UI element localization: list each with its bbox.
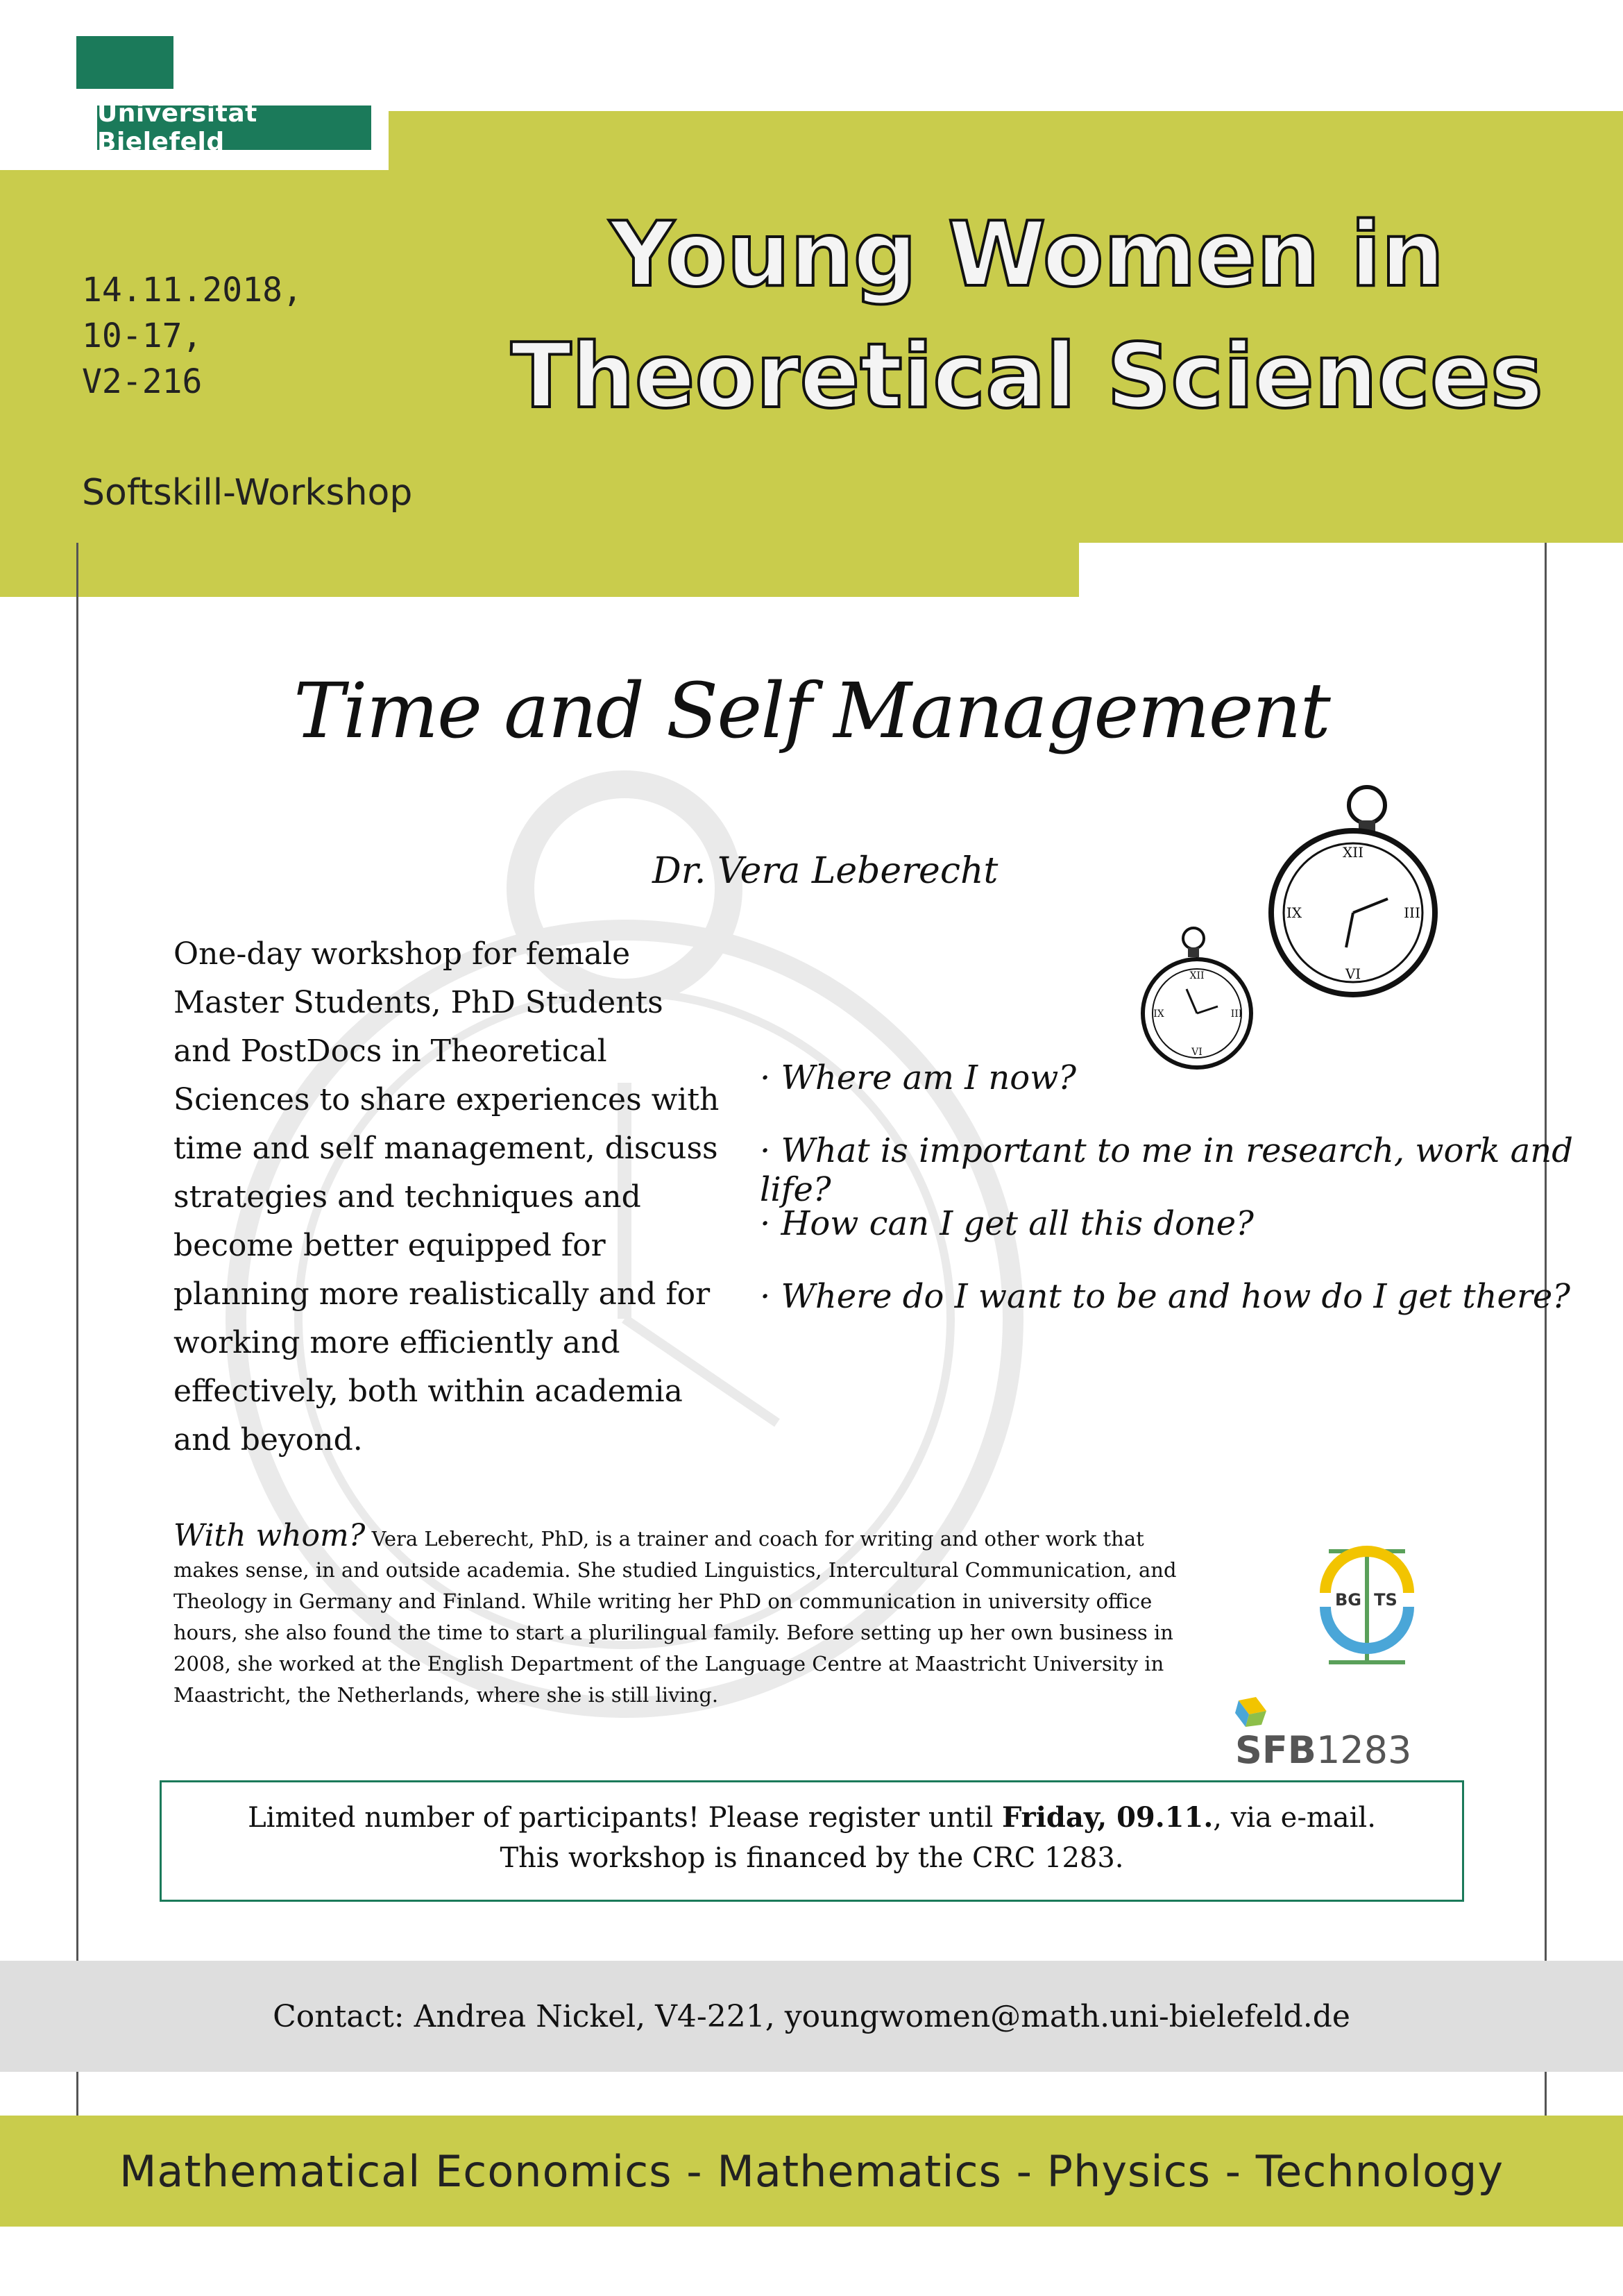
registration-text: Limited number of participants! Please register until [248,1802,1002,1834]
speaker-bio [173,1520,1214,1711]
bgts-logo [1315,1544,1419,1669]
contact-info: Contact: Andrea Nickel, V4-221, youngwomen@math.uni-bielefeld.de [0,1961,1623,2072]
registration-suffix: , via e-mail. [1213,1802,1376,1834]
svg-text:VI: VI [1345,965,1361,982]
sfb-label [1235,1728,1411,1772]
footer-disciplines: Mathematical Economics - Mathematics - Physics - Technology [0,2116,1623,2227]
sfb-cube-icon [1235,1694,1270,1728]
question-item: · How can I get all this done? [760,1204,1623,1277]
svg-text:XII: XII [1342,844,1364,861]
question-item: · What is important to me in research, work and life? [760,1131,1623,1204]
bio-text: Vera Leberecht, PhD, is a trainer and coach for writing and other work that makes sense, in and outside academia. She studied Linguistics, Intercultural Communication, and Theology in Germany and Finland. While writing her PhD on communication in university office hours, she also found the time to start a plurilingual family. Before setting up her own business in 2008, she worked at the English Department of the Language Centre at Maastricht University in Maastricht, the Netherlands, where she is still living. [173,1527,1177,1707]
svg-text:XII: XII [1189,970,1205,981]
header-notch [1079,543,1623,597]
date-line: 14.11.2018, [82,271,303,310]
workshop-description: One-day workshop for female Master Students, PhD Students and PostDocs in Theoretical Sciences to share experiences with time and self management, discuss strategies and techniques and become better equipped for planning more realistically and for working more efficiently and effectively, both within academia and beyond. [173,936,720,1458]
question-item: · Where do I want to be and how do I get there? [760,1277,1623,1350]
registration-line-2: This workshop is financed by the CRC 1283. [500,1842,1124,1874]
small-pocket-watch-icon [1138,923,1263,1076]
svg-text:III: III [1404,904,1420,921]
sfb-prefix: SFB [1235,1728,1316,1772]
workshop-title: Time and Self Management [294,666,1329,755]
sfb-number: 1283 [1316,1728,1412,1772]
bgts-left-label: BG [1335,1590,1361,1610]
event-date-time-room [82,267,303,405]
registration-deadline: Friday, 09.11. [1001,1801,1214,1834]
question-item: · Where am I now? [760,1058,1623,1131]
header-band-lower [0,543,1079,597]
svg-text:IX: IX [1286,904,1302,921]
svg-text:IX: IX [1153,1008,1164,1020]
question-list [760,1058,1623,1350]
room-line: V2-216 [82,362,203,401]
bio-lead: With whom? [173,1518,366,1553]
pocket-watch-icon [1256,777,1450,999]
svg-text:VI: VI [1191,1047,1203,1058]
workshop-type: Softskill-Workshop [82,472,413,514]
time-line: 10-17, [82,316,203,355]
page-title [486,194,1568,437]
university-logo: Universität Bielefeld [97,105,371,150]
sfb-logo [1235,1694,1429,1772]
svg-text:III: III [1230,1008,1243,1020]
bgts-right-label: TS [1374,1590,1397,1610]
title-line-1: Young Women in [609,203,1445,307]
registration-box [160,1780,1464,1902]
frame-line-left [76,543,78,2125]
speaker-name: Dr. Vera Leberecht [652,850,999,892]
registration-line-1 [162,1798,1462,1838]
title-line-2: Theoretical Sciences [511,325,1543,428]
university-logo-block [76,36,173,89]
